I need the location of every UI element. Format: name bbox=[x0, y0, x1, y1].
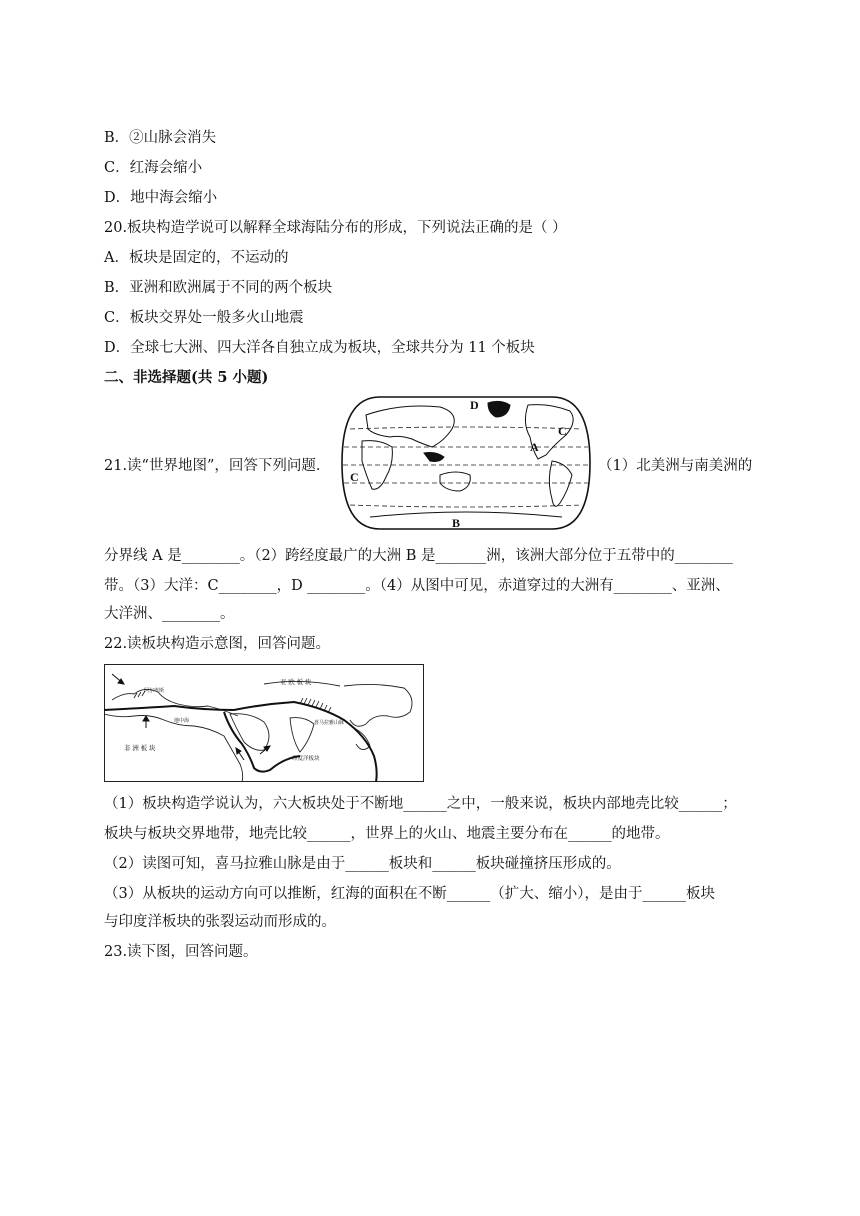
q22-part3-line1: （3）从板块的运动方向可以推断，红海的面积在不断______（扩大、缩小），是由于______板块 bbox=[104, 886, 715, 902]
q19-option-c: C．红海会缩小 bbox=[104, 160, 203, 176]
label-mediterranean: 地中海 bbox=[174, 718, 190, 724]
map-label-a: A bbox=[530, 440, 539, 454]
world-map bbox=[340, 395, 592, 531]
label-indian-plate: 印度洋板块 bbox=[292, 756, 320, 762]
q21-lead: 21.读“世界地图”，回答下列问题． bbox=[104, 458, 331, 474]
map-label-c-right: C bbox=[558, 424, 567, 438]
q20-option-b: B．亚洲和欧洲属于不同的两个板块 bbox=[104, 280, 333, 296]
q23-stem: 23.读下图，回答问题。 bbox=[104, 944, 258, 960]
q21-line4: 大洋洲、________。 bbox=[104, 606, 235, 622]
label-himalaya: 喜马拉雅山脉 bbox=[314, 720, 345, 726]
q22-part3-line2: 与印度洋板块的张裂运动而形成的。 bbox=[104, 914, 336, 930]
q22-part2: （2）读图可知，喜马拉雅山脉是由于______板块和______板块碰撞挤压形成的。 bbox=[104, 856, 621, 872]
q21-line3: 带。（3）大洋：C________，D ________。（4）从图中可见，赤道穿过的大洲有________、亚洲、 bbox=[104, 578, 730, 594]
plate-tectonics-map bbox=[104, 664, 424, 782]
q22-part1-line2: 板块与板块交界地带，地壳比较______，世界上的火山、地震主要分布在______的地带。 bbox=[104, 826, 670, 842]
q19-option-d: D．地中海会缩小 bbox=[104, 190, 218, 206]
q22-part1-line1: （1）板块构造学说认为，六大板块处于不断地______之中，一般来说，板块内部地壳比较______； bbox=[104, 796, 737, 812]
q21-line2: 分界线 A 是________。（2）跨经度最广的大洲 B 是_______洲，该洲大部分位于五带中的________ bbox=[104, 548, 733, 564]
q21-lead-tail: （1）北美洲与南美洲的 bbox=[598, 458, 753, 474]
section-title: 二、非选择题(共 5 小题) bbox=[104, 369, 269, 386]
map-label-c-left: C bbox=[350, 470, 359, 484]
label-african-plate: 非 洲 板 块 bbox=[124, 745, 156, 752]
q22-stem: 22.读板块构造示意图，回答问题。 bbox=[104, 636, 331, 652]
q20-option-d: D．全球七大洲、四大洋各自独立成为板块，全球共分为 11 个板块 bbox=[104, 340, 535, 356]
label-eurasian-plate: 亚 欧 板 块 bbox=[280, 679, 312, 686]
map-label-d: D bbox=[470, 398, 479, 412]
q20-stem: 20.板块构造学说可以解释全球海陆分布的形成，下列说法正确的是（ ） bbox=[104, 220, 567, 236]
map-label-b: B bbox=[452, 516, 461, 530]
q20-option-a: A．板块是固定的，不运动的 bbox=[104, 250, 289, 266]
q19-option-b: B．②山脉会消失 bbox=[104, 130, 217, 146]
label-alps: 阿尔卑斯 bbox=[144, 688, 165, 694]
q20-option-c: C．板块交界处一般多火山地震 bbox=[104, 310, 304, 326]
